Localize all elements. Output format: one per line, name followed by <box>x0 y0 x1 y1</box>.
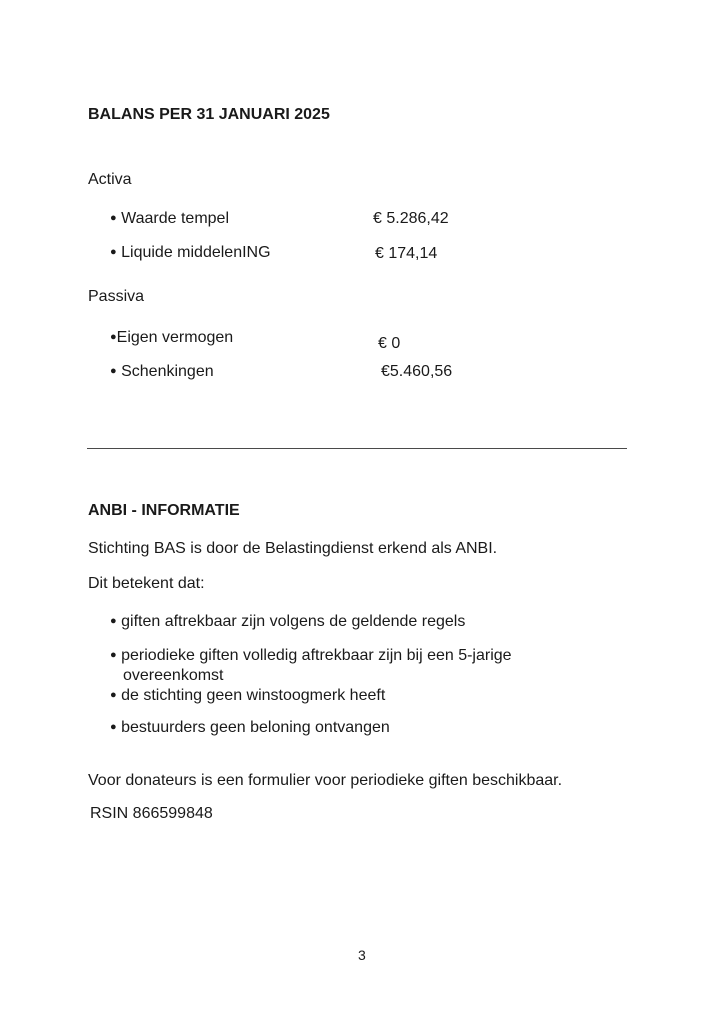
anbi-intro: Stichting BAS is door de Belastingdienst erkend als ANBI. <box>88 540 498 557</box>
passiva-item <box>110 364 214 380</box>
page-number: 3 <box>358 947 366 963</box>
anbi-point <box>110 688 385 704</box>
bullet-icon: ● <box>110 615 117 627</box>
passiva-item-label: Eigen vermogen <box>116 329 234 346</box>
anbi-lead: Dit betekent dat: <box>88 575 205 592</box>
bullet-icon: ● <box>110 689 117 701</box>
activa-item-value: € 5.286,42 <box>373 210 449 227</box>
anbi-point <box>110 720 390 736</box>
activa-item-label: Waarde tempel <box>121 210 230 227</box>
donors-note: Voor donateurs is een formulier voor periodieke giften beschikbaar. <box>88 772 563 789</box>
anbi-point <box>110 614 465 630</box>
anbi-point-text: de stichting geen winstoogmerk heeft <box>121 687 386 704</box>
bullet-icon: ● <box>110 246 117 258</box>
balance-sheet-title: BALANS PER 31 JANUARI 2025 <box>88 106 330 123</box>
bullet-icon: ● <box>110 365 117 377</box>
anbi-point-continuation: overeenkomst <box>123 667 224 684</box>
activa-item-value: € 174,14 <box>375 245 438 262</box>
passiva-item-value: € 0 <box>378 335 401 352</box>
anbi-point-text: bestuurders geen beloning ontvangen <box>121 719 390 736</box>
activa-item <box>110 211 229 227</box>
rsin-number: RSIN 866599848 <box>90 805 213 822</box>
activa-heading: Activa <box>88 171 132 188</box>
section-divider <box>87 448 627 449</box>
anbi-point-text: giften aftrekbaar zijn volgens de geldende regels <box>121 613 466 630</box>
bullet-icon: ● <box>110 212 117 224</box>
anbi-point <box>110 648 512 664</box>
passiva-item-value: €5.460,56 <box>381 363 453 380</box>
passiva-item <box>110 330 233 346</box>
anbi-point-text: periodieke giften volledig aftrekbaar zijn bij een 5-jarige <box>121 647 512 664</box>
activa-item-label: Liquide middelenING <box>121 244 271 261</box>
bullet-icon: ● <box>110 331 117 343</box>
activa-item <box>110 245 271 261</box>
anbi-title: ANBI - INFORMATIE <box>88 502 240 519</box>
passiva-item-label: Schenkingen <box>121 363 214 380</box>
bullet-icon: ● <box>110 721 117 733</box>
passiva-heading: Passiva <box>88 288 145 305</box>
bullet-icon: ● <box>110 649 117 661</box>
